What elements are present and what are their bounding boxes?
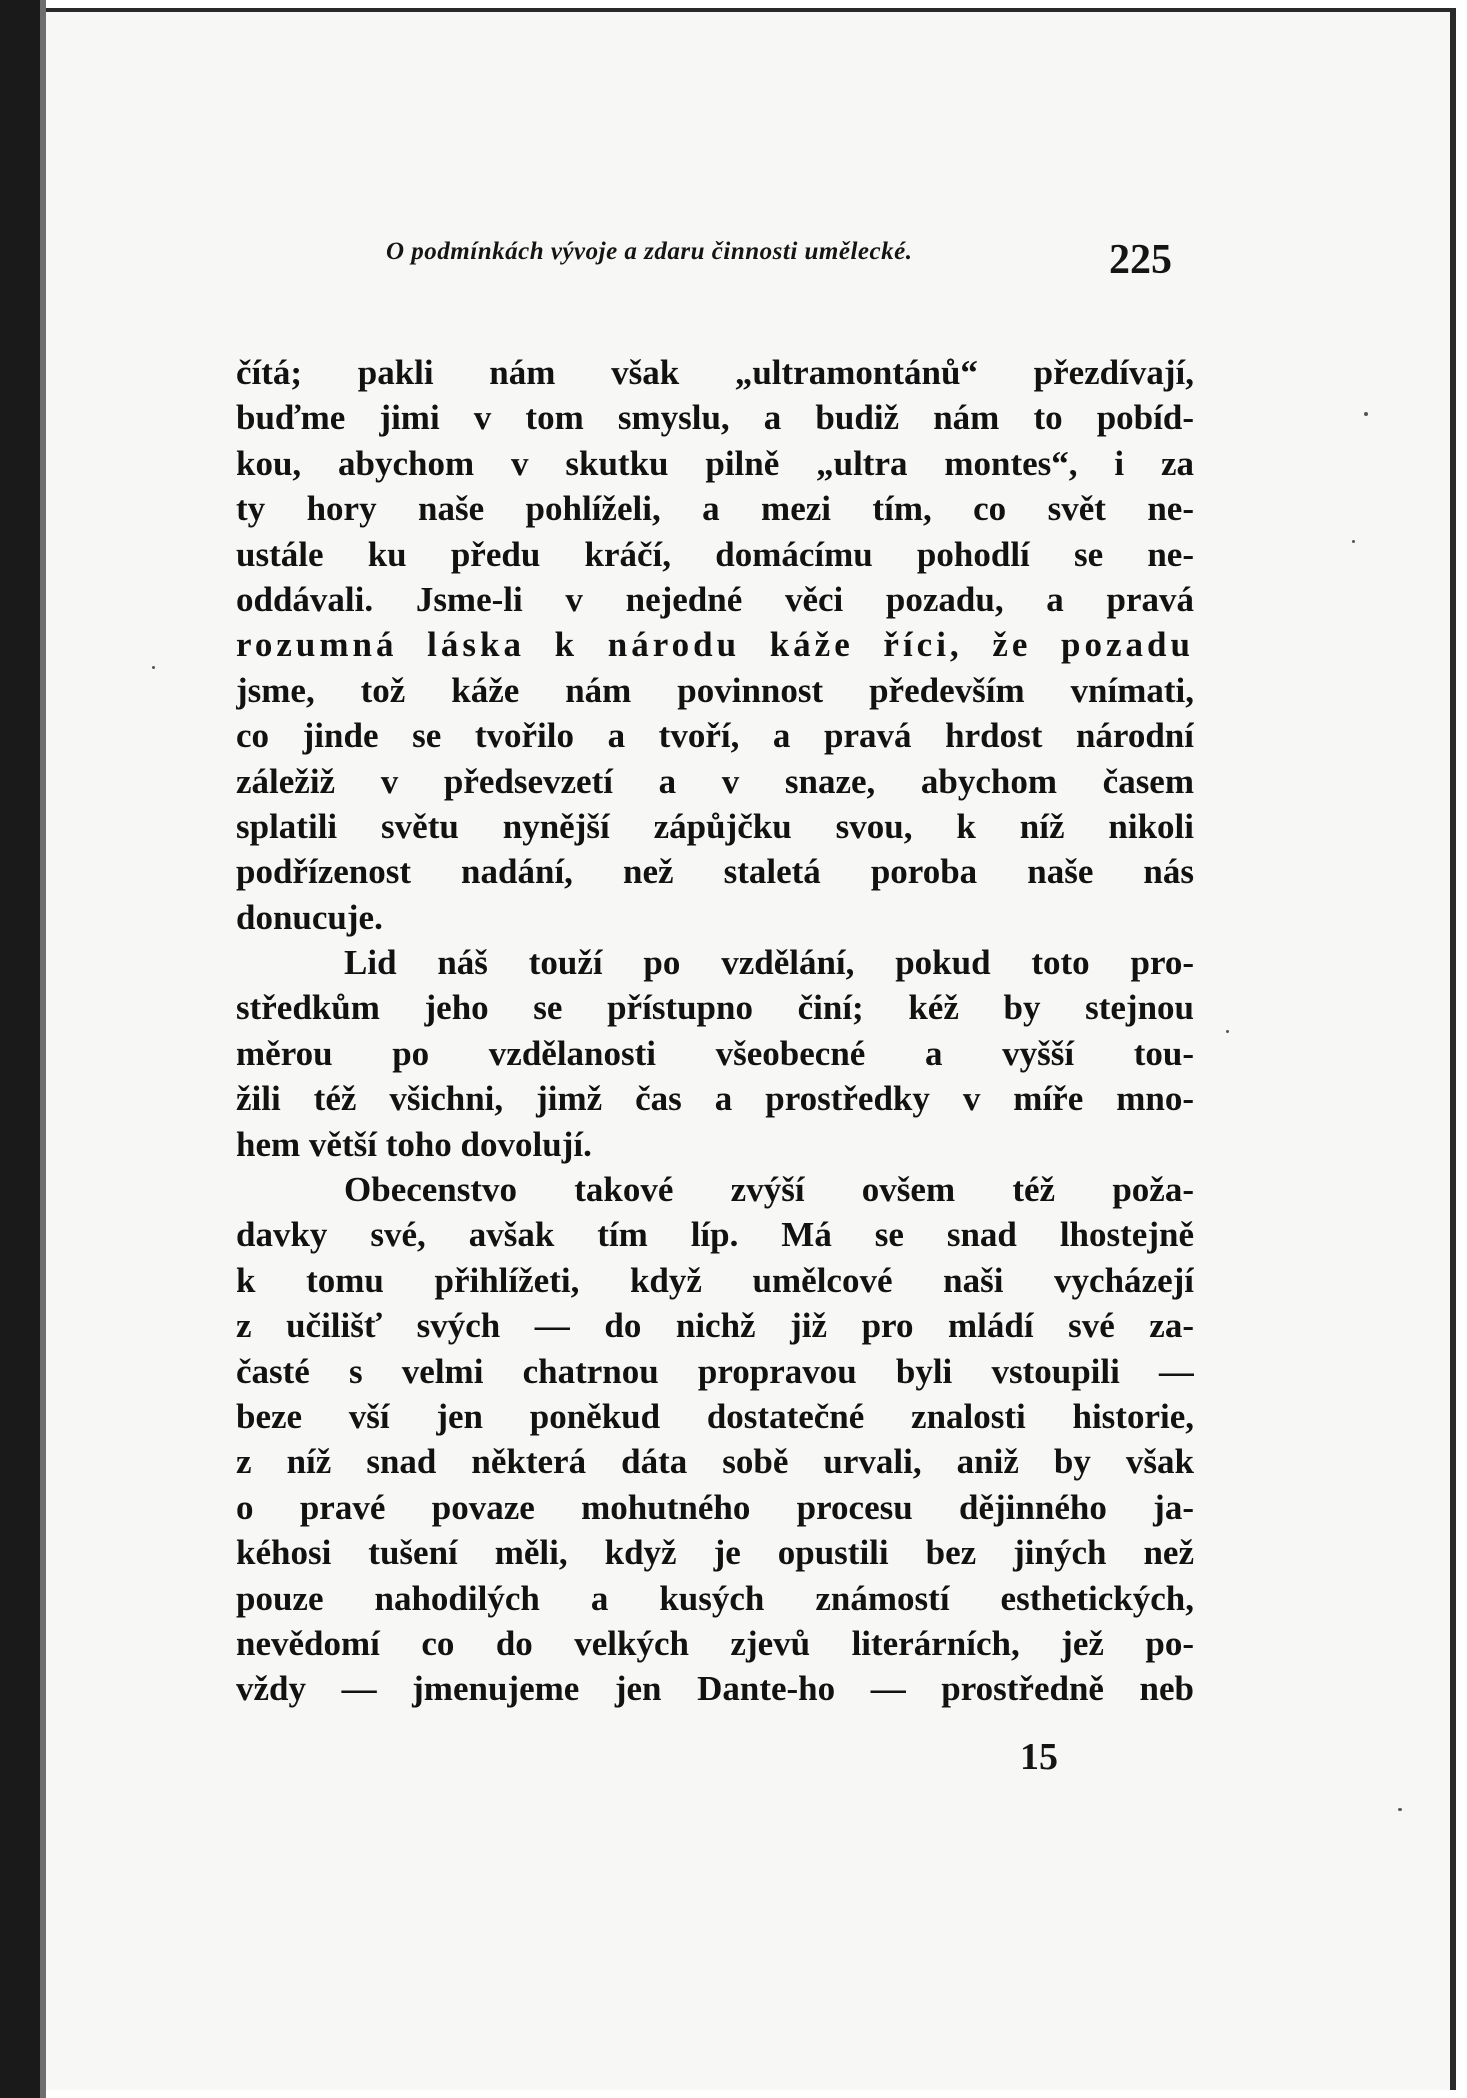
text-line: časté s velmi chatrnou propravou byli vstoupili — bbox=[236, 1351, 1194, 1391]
text-line: kou, abychom v skutku pilně „ultra montes“, i za bbox=[236, 443, 1194, 483]
text-line: pouze nahodilých a kusých známostí esthetických, bbox=[236, 1578, 1194, 1618]
text-line: kéhosi tušení měli, když je opustili bez jiných než bbox=[236, 1533, 1194, 1573]
text-line: davky své, avšak tím líp. Má se snad lhostejně bbox=[236, 1215, 1194, 1255]
text-line: Lid náš touží po vzdělání, pokud toto pro- bbox=[344, 943, 1194, 983]
body-text bbox=[236, 350, 1194, 1712]
text-line: z níž snad některá dáta sobě urvali, aniž by však bbox=[236, 1442, 1194, 1482]
text-line: čítá; pakli nám však „ultramontánů“ přezdívají, bbox=[236, 353, 1194, 392]
text-line: z učilišť svých — do nichž již pro mládí své za- bbox=[236, 1306, 1194, 1346]
text-line: jsme, tož káže nám povinnost především vnímati, bbox=[236, 670, 1194, 710]
text-line: nevědomí co do velkých zjevů literárních, jež po- bbox=[236, 1623, 1194, 1663]
text-line: o pravé povaze mohutného procesu dějinného ja- bbox=[236, 1487, 1194, 1527]
text-line: vždy — jmenujeme jen Dante-ho — prostředně neb bbox=[236, 1669, 1194, 1709]
text-line: podřízenost nadání, než staletá poroba naše nás bbox=[236, 852, 1194, 892]
scan-speck bbox=[1398, 1808, 1402, 1811]
text-line: donucuje. bbox=[236, 897, 383, 937]
scan-speck bbox=[1226, 1030, 1229, 1033]
text-line: beze vší jen poněkud dostatečné znalosti historie, bbox=[236, 1396, 1194, 1436]
text-line: rozumná láska k národu káže říci, že pozadu bbox=[236, 625, 1194, 665]
text-line: co jinde se tvořilo a tvoří, a pravá hrdost národní bbox=[236, 716, 1194, 756]
scan-speck bbox=[1364, 412, 1368, 416]
book-spine-shadow bbox=[0, 0, 40, 2098]
text-line: žili též všichni, jimž čas a prostředky v míře mno- bbox=[236, 1079, 1194, 1119]
text-line: buďme jimi v tom smyslu, a budiž nám to pobíd- bbox=[236, 398, 1194, 438]
text-line: středkům jeho se přístupno činí; kéž by stejnou bbox=[236, 988, 1194, 1028]
text-line: k tomu přihlížeti, když umělcové naši vycházejí bbox=[236, 1260, 1194, 1300]
text-line: záležiž v předsevzetí a v snaze, abychom časem bbox=[236, 761, 1194, 801]
signature-mark: 15 bbox=[1020, 1736, 1058, 1778]
text-line: měrou po vzdělanosti všeobecné a vyšší tou- bbox=[236, 1033, 1194, 1073]
text-line: oddávali. Jsme-li v nejedné věci pozadu, a pravá bbox=[236, 579, 1194, 619]
text-line: splatili světu nynější zápůjčku svou, k níž nikoli bbox=[236, 806, 1194, 846]
scan-speck bbox=[1352, 540, 1355, 543]
text-line: ustále ku předu kráčí, domácímu pohodlí se ne- bbox=[236, 534, 1194, 574]
scan-speck bbox=[152, 666, 155, 669]
text-line: Obecenstvo takové zvýší ovšem též poža- bbox=[344, 1170, 1194, 1210]
text-line: ty hory naše pohlíželi, a mezi tím, co svět ne- bbox=[236, 489, 1194, 529]
page-number: 225 bbox=[1109, 237, 1172, 283]
text-line: hem větší toho dovolují. bbox=[236, 1124, 592, 1164]
running-head: O podmínkách vývoje a zdaru činnosti umělecké. bbox=[386, 238, 913, 265]
